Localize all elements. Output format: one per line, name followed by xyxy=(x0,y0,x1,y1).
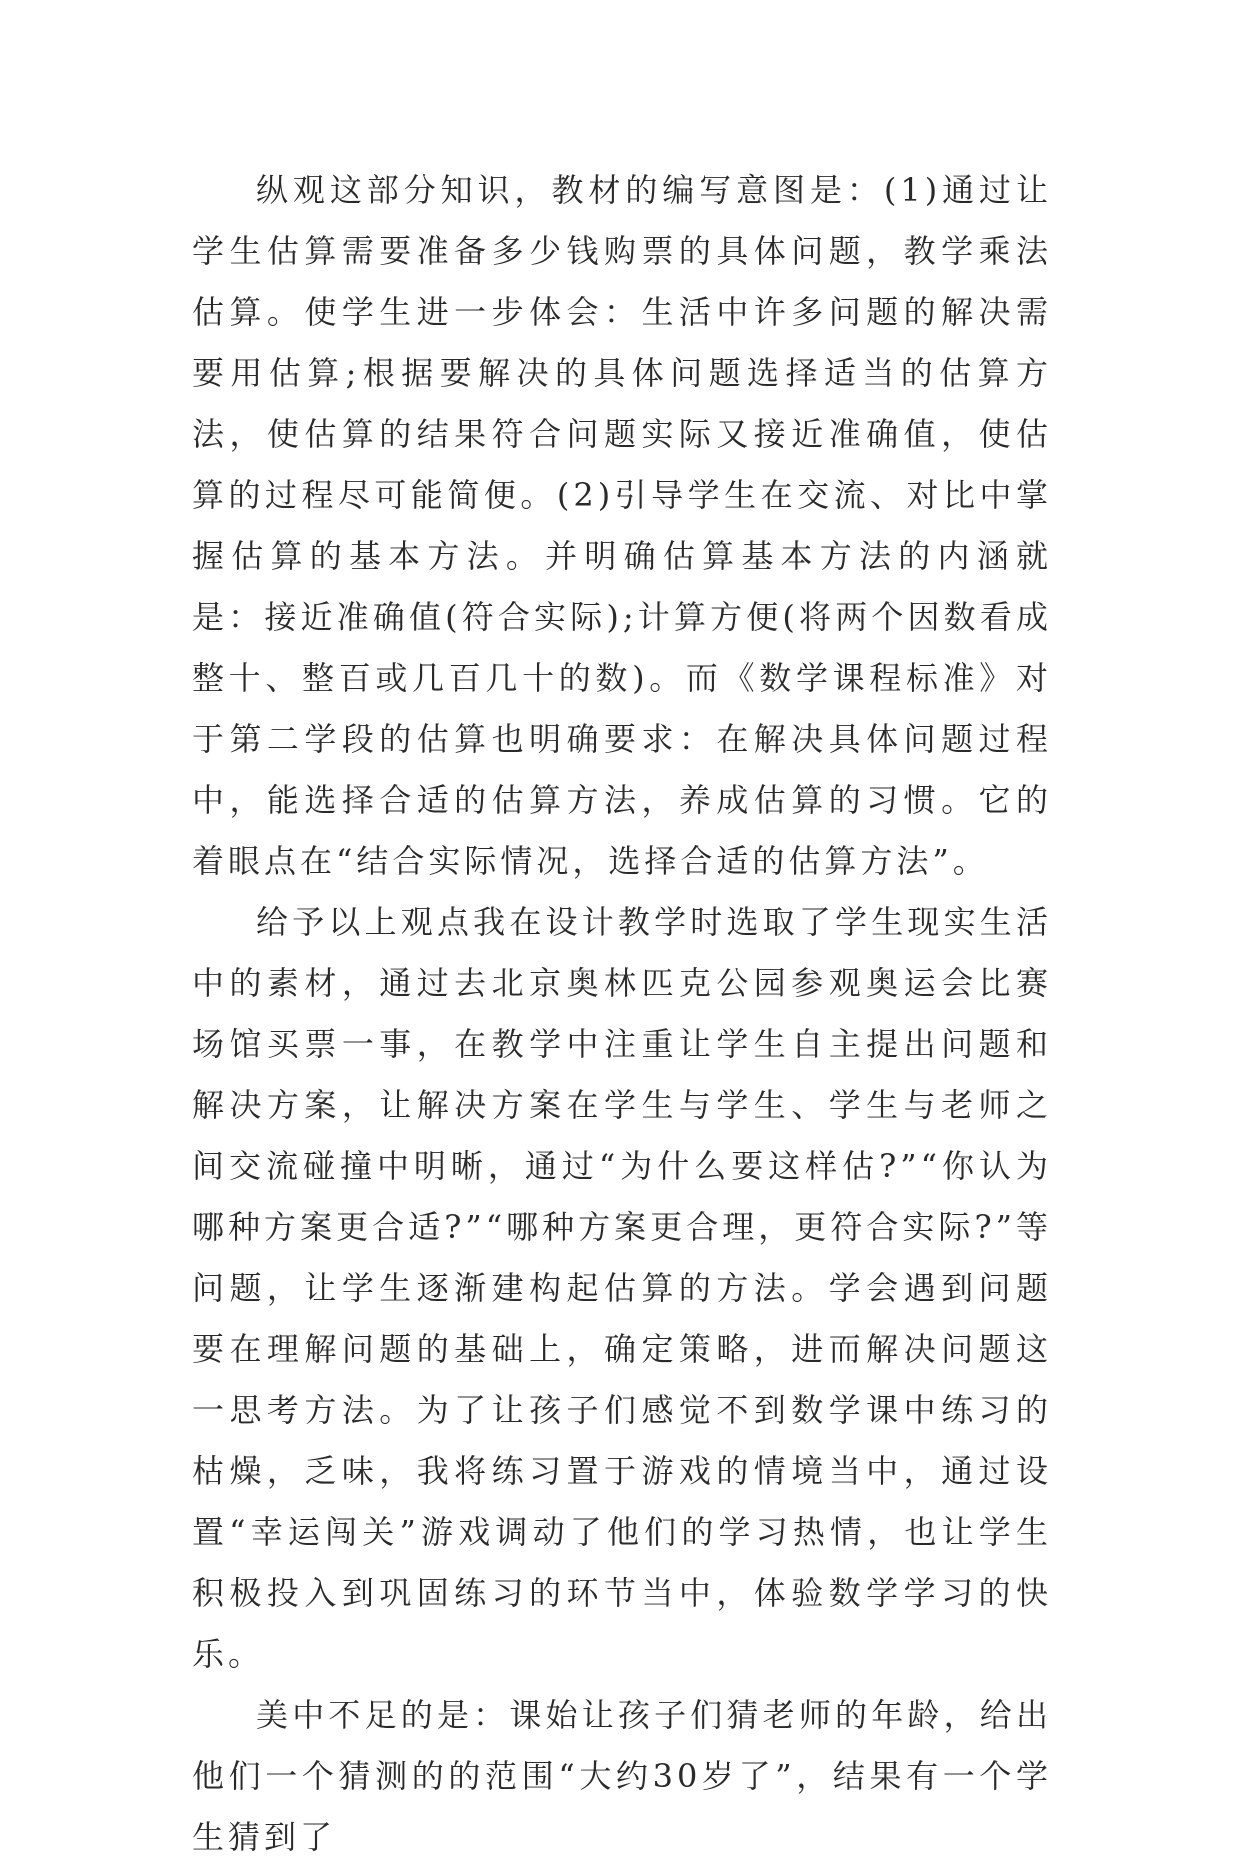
paragraph-3: 美中不足的是：课始让孩子们猜老师的年龄，给出他们一个猜测的的范围“大约30岁了”，结果有一个学生猜到了 xyxy=(192,1696,1052,1856)
body-text xyxy=(192,160,1052,1868)
paragraph-2: 给予以上观点我在设计教学时选取了学生现实生活中的素材，通过去北京奥林匹克公园参观奥运会比赛场馆买票一事，在教学中注重让学生自主提出问题和解决方案，让解决方案在学生与学生、学生与老师之间交流碰撞中明晰，通过“为什么要这样估?”“你认为哪种方案更合适?”“哪种方案更合理，更符合实际?”等问题，让学生逐渐建构起估算的方法。学会遇到问题要在理解问题的基础上，确定策略，进而解决问题这一思考方法。为了让孩子们感觉不到数学课中练习的枯燥，乏味，我将练习置于游戏的情境当中，通过设置“幸运闯关”游戏调动了他们的学习热情，也让学生积极投入到巩固练习的环节当中，体验数学学习的快乐。 xyxy=(192,903,1052,1673)
paragraph-1: 纵观这部分知识，教材的编写意图是：(1)通过让学生估算需要准备多少钱购票的具体问题，教学乘法估算。使学生进一步体会：生活中许多问题的解决需要用估算;根据要解决的具体问题选择适当的估算方法，使估算的结果符合问题实际又接近准确值，使估算的过程尽可能简便。(2)引导学生在交流、对比中掌握估算的基本方法。并明确估算基本方法的内涵就是：接近准确值(符合实际);计算方便(将两个因数看成整十、整百或几百几十的数)。而《数学课程标准》对于第二学段的估算也明确要求：在解决具体问题过程中，能选择合适的估算方法，养成估算的习惯。它的着眼点在“结合实际情况，选择合适的估算方法”。 xyxy=(192,171,1052,880)
